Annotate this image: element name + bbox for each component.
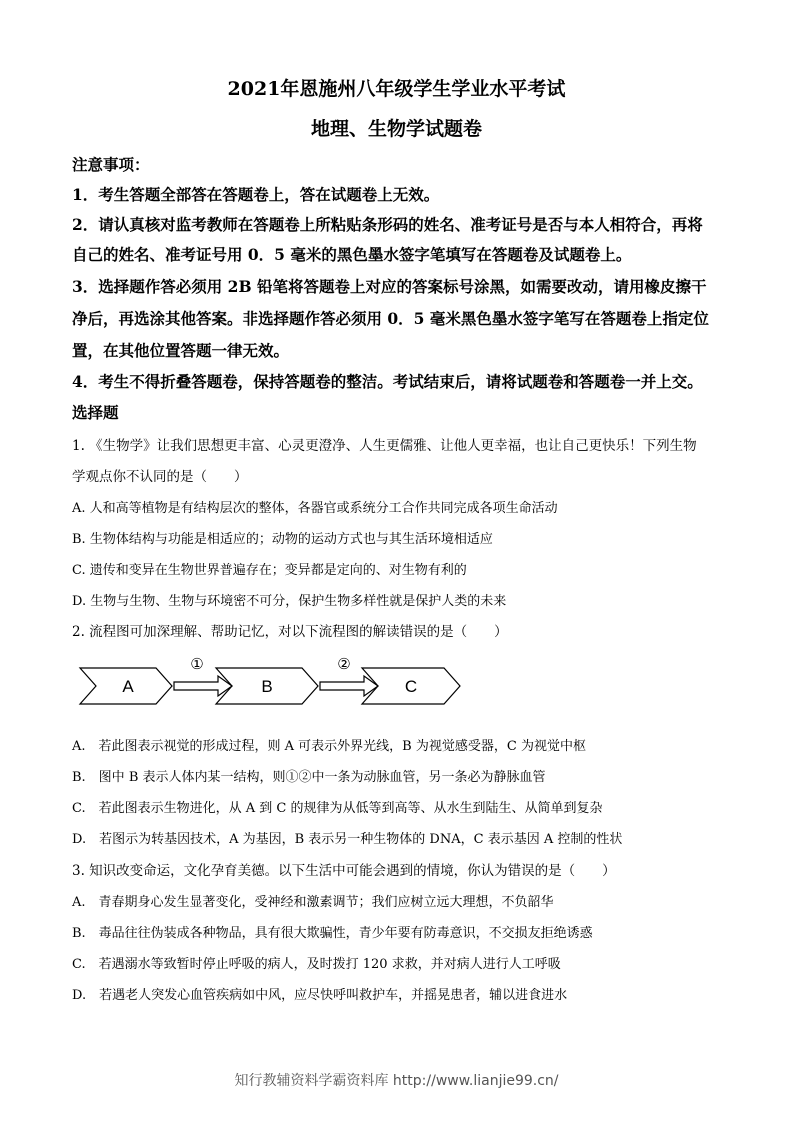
exam-subtitle: 地理、生物学试题卷	[310, 118, 482, 140]
option-c: C. 遗传和变异在生物世界普遍存在；变异都是定向的、对生物有利的	[72, 563, 467, 578]
question-stem: 1. 《生物学》让我们思想更丰富、心灵更澄净、人生更儒雅、让他人更幸福，也让自己更快乐！下列生物	[72, 438, 697, 454]
option-b: B. 毒品往往伪装成各种物品，具有很大欺骗性，青少年要有防毒意识，不交损友拒绝诱惑	[72, 926, 593, 941]
question-stem: 2. 流程图可加深理解、帮助记忆，对以下流程图的解读错误的是（ ）	[72, 624, 508, 640]
question-stem: 3. 知识改变命运，文化孕育美德。以下生活中可能会遇到的情境，你认为错误的是（ ）	[72, 863, 616, 879]
option-c: C. 若遇溺水等致暂时停止呼吸的病人，及时拨打 120 求救，并对病人进行人工呼吸	[72, 957, 561, 972]
flow-arrow-1	[174, 676, 232, 696]
flow-diagram	[76, 654, 476, 718]
option-d: D. 若遇老人突发心血管疾病如中风，应尽快呼叫救护车，并摇晃患者，辅以进食进水	[72, 988, 568, 1003]
option-a: A. 若此图表示视觉的形成过程，则 A 可表示外界光线，B 为视觉感受器，C 为视觉中枢	[72, 739, 586, 754]
exam-title: 2021年恩施州八年级学生学业水平考试	[227, 78, 566, 100]
flow-arrow-2	[320, 676, 378, 696]
flow-arrow-label: ②	[337, 655, 351, 673]
footer-watermark: 知行教辅资料学霸资料库 http://www.lianjie99.cn/	[234, 1073, 559, 1089]
flow-arrow-label: ①	[190, 655, 204, 673]
option-a: A. 人和高等植物是有结构层次的整体，各器官或系统分工合作共同完成各项生命活动	[72, 501, 558, 516]
notice-line: 1．考生答题全部答在答题卷上，答在试题卷上无效。	[72, 185, 440, 204]
notice-line: 3．选择题作答必须用 2B 铅笔将答题卷上对应的答案标号涂黑，如需要改动，请用橡皮擦干	[72, 277, 707, 296]
option-c: C. 若此图表示生物进化，从 A 到 C 的规律为从低等到高等、从水生到陆生、从简单到复杂	[72, 801, 603, 816]
option-a: A. 青春期身心发生显著变化，受神经和激素调节；我们应树立远大理想，不负韶华	[72, 895, 554, 910]
notice-line: 置，在其他位置答题一律无效。	[72, 341, 290, 360]
notice-line: 4．考生不得折叠答题卷，保持答题卷的整洁。考试结束后，请将试题卷和答题卷一并上交。	[72, 372, 703, 391]
option-b: B. 图中 B 表示人体内某一结构，则①②中一条为动脉血管，另一条必为静脉血管	[72, 770, 546, 785]
flow-node-label: B	[261, 677, 273, 696]
flow-node-label: C	[404, 677, 418, 696]
notice-line: 2．请认真核对监考教师在答题卷上所粘贴条形码的姓名、准考证号是否与本人相符合，再将	[72, 215, 703, 234]
section-title: 选择题	[72, 403, 119, 422]
question-stem: 学观点你不认同的是（ ）	[72, 469, 248, 485]
notice-heading: 注意事项：	[72, 155, 150, 174]
flow-node-label: A	[122, 677, 134, 696]
option-d: D. 生物与生物、生物与环境密不可分，保护生物多样性就是保护人类的未来	[72, 594, 507, 609]
notice-line: 自己的姓名、准考证号用 0．5 毫米的黑色墨水签字笔填写在答题卷及试题卷上。	[72, 245, 632, 264]
option-b: B. 生物体结构与功能是相适应的；动物的运动方式也与其生活环境相适应	[72, 532, 493, 547]
notice-line: 净后，再选涂其他答案。非选择题作答必须用 0．5 毫米黑色墨水签字笔写在答题卷上指定位	[72, 309, 709, 328]
option-d: D. 若图示为转基因技术，A 为基因，B 表示另一种生物体的 DNA，C 表示基因 A 控制的性状	[72, 832, 623, 847]
